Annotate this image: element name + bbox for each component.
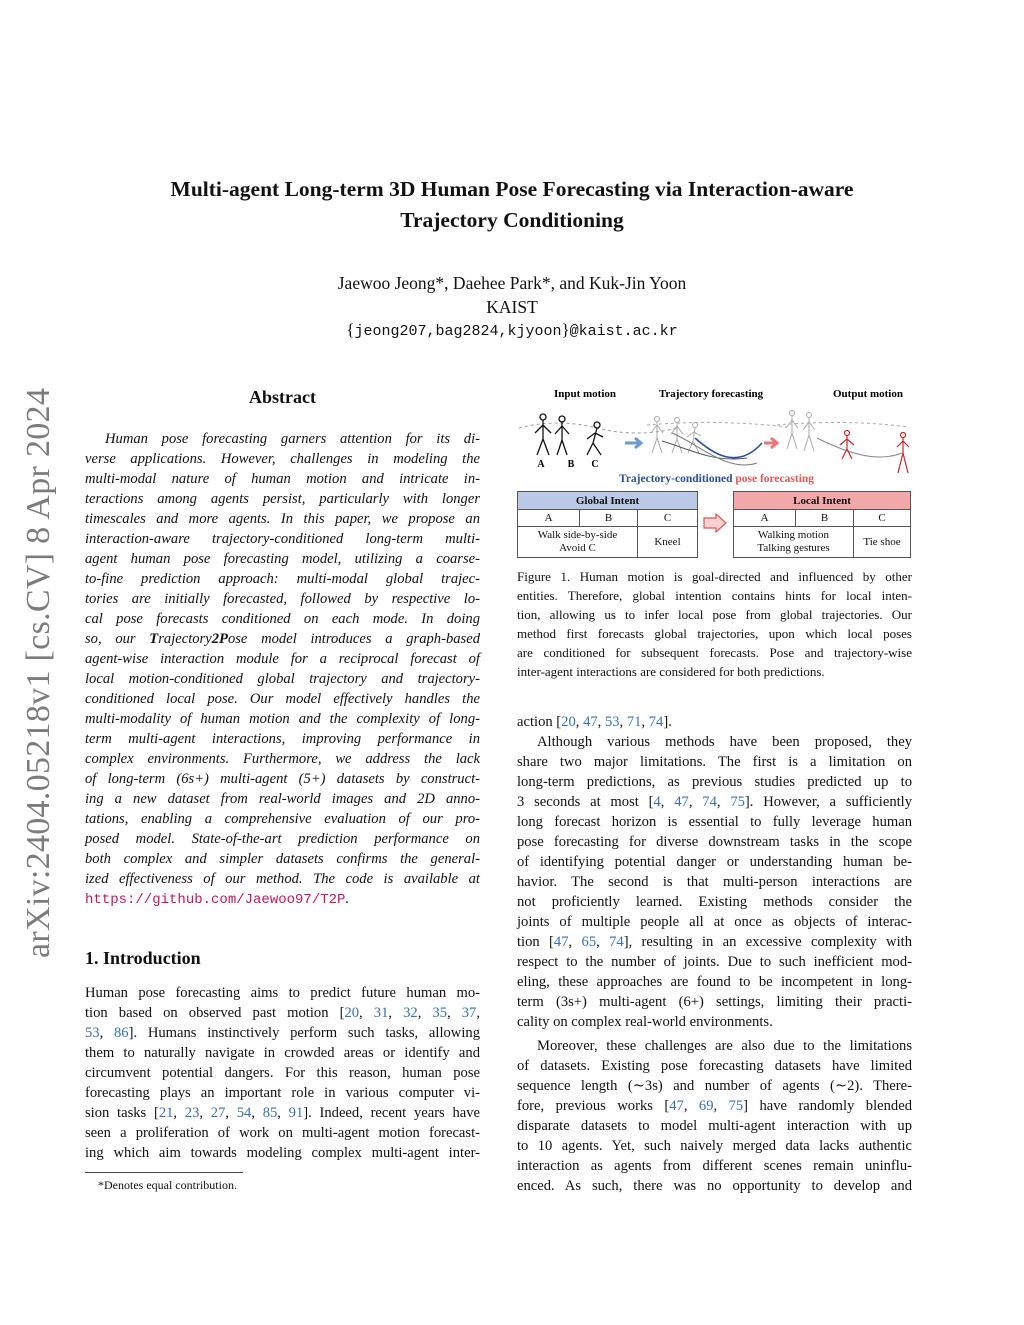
global-col-c: C (638, 510, 698, 527)
body-line: pose forecasting for diverse downstream tasks in the scope (517, 834, 912, 850)
email-brace-open: { (346, 320, 355, 339)
abstract-line-model-name: so, our Trajectory2Pose model introduces a graph-based (85, 631, 480, 647)
agent-label-c: C (591, 459, 599, 470)
abstract-line: multi-modality of human motion and the complexity of long- (85, 711, 480, 727)
local-col-a: A (734, 510, 796, 527)
email-domain: @kaist.ac.kr (569, 323, 678, 340)
citation-link[interactable]: 71 (626, 714, 642, 730)
output-skeleton-red-1 (840, 431, 854, 460)
email-users: jeong207,bag2824,kjyoon (354, 323, 562, 340)
body-line: havior. The second is that multi-person interactions are (517, 874, 912, 890)
abstract-line: verse applications. However, challenges in modeling the (85, 451, 480, 467)
output-ghost-skeletons (786, 411, 815, 452)
affiliation: KAIST (486, 297, 538, 317)
authors: Jaewoo Jeong*, Daehee Park*, and Kuk-Jin Yoon (337, 273, 687, 293)
body-line: of datasets. Existing pose forecasting datasets have limited (517, 1058, 912, 1074)
citation-link[interactable]: 53 (604, 714, 620, 730)
output-skeleton-red-2 (897, 433, 909, 474)
arxiv-stamp: arXiv:2404.05218v1 [cs.CV] 8 Apr 2024 (20, 387, 57, 958)
intro-body (85, 983, 480, 1163)
agent-label-a: A (537, 459, 545, 470)
label-input-motion: Input motion (553, 388, 617, 400)
abstract-line: interaction-aware trajectory-conditioned long-term multi- (85, 531, 480, 547)
citation-link[interactable]: 32 (403, 1005, 418, 1021)
body-line: Moreover, these challenges are also due to the limitations (537, 1038, 912, 1054)
citation-link[interactable]: 27 (210, 1105, 226, 1121)
abstract-line: complex environments. Furthermore, we address the lack (85, 751, 480, 767)
body-line: enced. As such, there was no opportunity to develop and (517, 1178, 912, 1194)
caption-line: Figure 1. Human motion is goal-directed and influenced by other (517, 569, 912, 584)
body-line: interaction as agents from different scenes remain uninflu- (517, 1158, 912, 1174)
body-line: of identifying potential danger or understanding human be- (517, 854, 912, 870)
agent-label-b: B (567, 459, 575, 470)
body-line: 3 seconds at most [4, 47, 74, 75]. However, a sufficiently (517, 794, 913, 810)
caption-line: are conditioned for subsequent forecasts. Pose and trajectory-wise (517, 645, 912, 660)
abstract-line: both complex and simpler datasets confirms the general- (85, 851, 480, 867)
citation-link[interactable]: 21 (158, 1105, 174, 1121)
abstract-line: cal pose forecasts conditioned on each mode. In doing (85, 611, 480, 627)
global-col-a: A (518, 510, 580, 527)
global-intent-table (517, 491, 698, 558)
abstract-heading: Abstract (249, 387, 316, 407)
caption-line: inter-agent interactions are considered for both predictions. (517, 664, 825, 679)
caption-line: entities. Therefore, global intention contains hints for local inten- (517, 588, 912, 603)
local-cell-c: Tie shoe (854, 527, 911, 558)
citation-link[interactable]: 75 (728, 1098, 744, 1114)
citation-link[interactable]: 65 (581, 934, 597, 950)
citation-link[interactable]: 74 (609, 934, 624, 950)
global-cell-c: Kneel (638, 527, 698, 558)
email-brace-close: } (561, 320, 570, 339)
body-line: tion [47, 65, 74], resulting in an excessive complexity with (517, 934, 913, 950)
local-intent-table (733, 491, 911, 558)
input-skeleton-c (587, 422, 603, 455)
global-cell-ab: Walk side-by-side Avoid C (518, 527, 638, 558)
citation-link[interactable]: 4 (653, 794, 661, 810)
citation-link[interactable]: 85 (262, 1105, 278, 1121)
abstract-line: tories are initially forecasted, followed by respective lo- (85, 591, 480, 607)
abstract-line: conditioned local pose. Our model effectively handles the (85, 691, 480, 707)
citation-link[interactable]: 74 (702, 794, 717, 810)
citation-link[interactable]: 20 (344, 1005, 360, 1021)
citation-link[interactable]: 23 (184, 1105, 200, 1121)
figure-caption (517, 567, 912, 681)
caption-line: method first forecasts global trajectories, upon which local poses (517, 626, 912, 641)
body-line: Although various methods have been proposed, they (537, 734, 912, 750)
body-line: eling, these approaches are found to be incompetent in long- (517, 974, 912, 990)
output-trajectory (817, 438, 902, 457)
abstract-line: multi-modal nature of human motion and intricate in- (85, 471, 480, 487)
abstract-line: of long-term (6s+) multi-agent (5+) datasets by construct- (85, 771, 480, 787)
citation-link[interactable]: 37 (461, 1005, 477, 1021)
body-line: action [20, 47, 53, 71, 74]. (517, 714, 672, 730)
ground-path (647, 422, 787, 427)
arrow-icon (625, 438, 641, 448)
abstract-line: tations, enabling a comprehensive evaluation of our pro- (85, 811, 480, 827)
citation-link[interactable]: 47 (583, 714, 598, 730)
body-line: long-term predictions, as previous studies predicted up to (517, 774, 912, 790)
paper-title (0, 174, 1024, 236)
body-line: share two major limitations. The first is a limitation on (517, 754, 912, 770)
abstract-line: local motion-conditioned global trajectory and trajectory- (85, 671, 480, 687)
abstract-line: posed model. State-of-the-art prediction performance on (85, 831, 480, 847)
label-trajectory-forecasting: Trajectory forecasting (658, 388, 764, 400)
footnote-rule (85, 1172, 243, 1173)
abstract-line: Human pose forecasting garners attention for its di- (105, 431, 480, 447)
abstract-body (85, 429, 480, 910)
body-line: disparate datasets to model multi-agent interaction with up (517, 1118, 912, 1134)
intro-line: Human pose forecasting aims to predict future human mo- (85, 985, 480, 1001)
global-col-b: B (580, 510, 638, 527)
input-skeleton-b (555, 416, 569, 455)
body-line: to 10 agents. Yet, such naively merged data lacks authentic (517, 1138, 912, 1154)
intro-line: forecasting plays an important role in various computer vi- (85, 1085, 480, 1101)
citation-link[interactable]: 75 (730, 794, 745, 810)
body-line: not proficiently learned. Existing methods consider the (517, 894, 912, 910)
abstract-line: agent human pose forecasting model, utilizing a coarse- (85, 551, 480, 567)
body-line: respect to the number of joints. Due to such inefficient mod- (517, 954, 912, 970)
intro-line: sion tasks [21, 23, 27, 54, 85, 91]. Indeed, recent years have (85, 1105, 481, 1121)
abstract-line: ing a new dataset from real-world images and 2D anno- (85, 791, 480, 807)
citation-link[interactable]: 54 (236, 1105, 252, 1121)
citation-link[interactable]: 47 (674, 794, 689, 810)
intro-line: 53, 86]. Humans instinctively perform such tasks, allowing (85, 1025, 480, 1041)
body-line: cality on complex real-world environments. (517, 1014, 773, 1030)
local-intent-header: Local Intent (734, 492, 911, 510)
code-link[interactable]: https://github.com/Jaewoo97/T2P (85, 892, 346, 908)
title-line-1: Multi-agent Long-term 3D Human Pose Forecasting via Interaction-aware (170, 177, 854, 201)
citation-link[interactable]: 74 (648, 714, 664, 730)
figure-subtitle: Trajectory-conditioned pose forecasting (619, 473, 815, 485)
abstract-line: to-fine prediction approach: multi-modal global trajec- (85, 571, 480, 587)
citation-link[interactable]: 91 (288, 1105, 304, 1121)
body-line: joints of multiple people all at once as objects of interac- (517, 914, 912, 930)
body-line: long forecast horizon is essential to fully leverage human (517, 814, 912, 830)
citation-link[interactable]: 47 (669, 1098, 684, 1114)
intro-line: tion based on observed past motion [20, 31, 32, 35, 37, (85, 1005, 480, 1021)
author-block (0, 271, 1024, 319)
abstract-url-line: https://github.com/Jaewoo97/T2P. (85, 891, 350, 908)
input-skeleton-a (535, 414, 551, 455)
body-line: fore, previous works [47, 69, 75] have randomly blended (517, 1098, 912, 1114)
title-line-2: Trajectory Conditioning (400, 208, 624, 232)
intro-line: circumvent potential dangers. For this reason, human pose (85, 1065, 480, 1081)
local-col-c: C (854, 510, 911, 527)
intro-line: ing which aim towards modeling complex multi-agent inter- (85, 1145, 480, 1161)
intro-line: them to naturally navigate in crowded areas or identify and (85, 1045, 480, 1061)
body-line: term (3s+) multi-agent (6+) settings, limiting their practi- (517, 994, 912, 1010)
abstract-line: teractions among agents persist, particularly with longer (85, 491, 480, 507)
citation-link[interactable]: 47 (553, 934, 569, 950)
local-cell-ab: Walking motion Talking gestures (734, 527, 854, 558)
citation-link[interactable]: 53 (85, 1025, 100, 1041)
abstract-line: agent-wise interaction module for a reciprocal forecast of (85, 651, 480, 667)
caption-line: tion, allowing us to infer local pose from global trajectories. Our (517, 607, 912, 622)
figure-motion-illustration (517, 383, 912, 493)
right-column-body (517, 712, 912, 1196)
citation-link[interactable]: 86 (113, 1025, 129, 1041)
section-heading-introduction: 1. Introduction (85, 948, 201, 968)
citation-link[interactable]: 35 (432, 1005, 448, 1021)
global-intent-header: Global Intent (518, 492, 698, 510)
email (0, 320, 1024, 340)
trajectory-curve (662, 441, 747, 459)
citation-link[interactable]: 20 (561, 714, 576, 730)
arrow-icon (764, 438, 777, 448)
figure-1 (517, 383, 912, 558)
local-col-b: B (796, 510, 854, 527)
abstract-line: ized effectiveness of our method. The code is available at (85, 871, 480, 887)
abstract-line: timescales and more agents. In this paper, we propose an (85, 511, 480, 527)
intro-line: seen a proliferation of work on multi-agent motion forecast- (85, 1125, 480, 1141)
abstract-line: term multi-agent interactions, improving performance in (85, 731, 480, 747)
footnote: *Denotes equal contribution. (98, 1178, 237, 1192)
body-line: sequence length (∼3s) and number of agents (∼2). There- (517, 1078, 912, 1094)
label-output-motion: Output motion (833, 388, 903, 400)
transfer-arrow-icon (702, 513, 728, 533)
citation-link[interactable]: 31 (373, 1005, 389, 1021)
citation-link[interactable]: 69 (698, 1098, 714, 1114)
